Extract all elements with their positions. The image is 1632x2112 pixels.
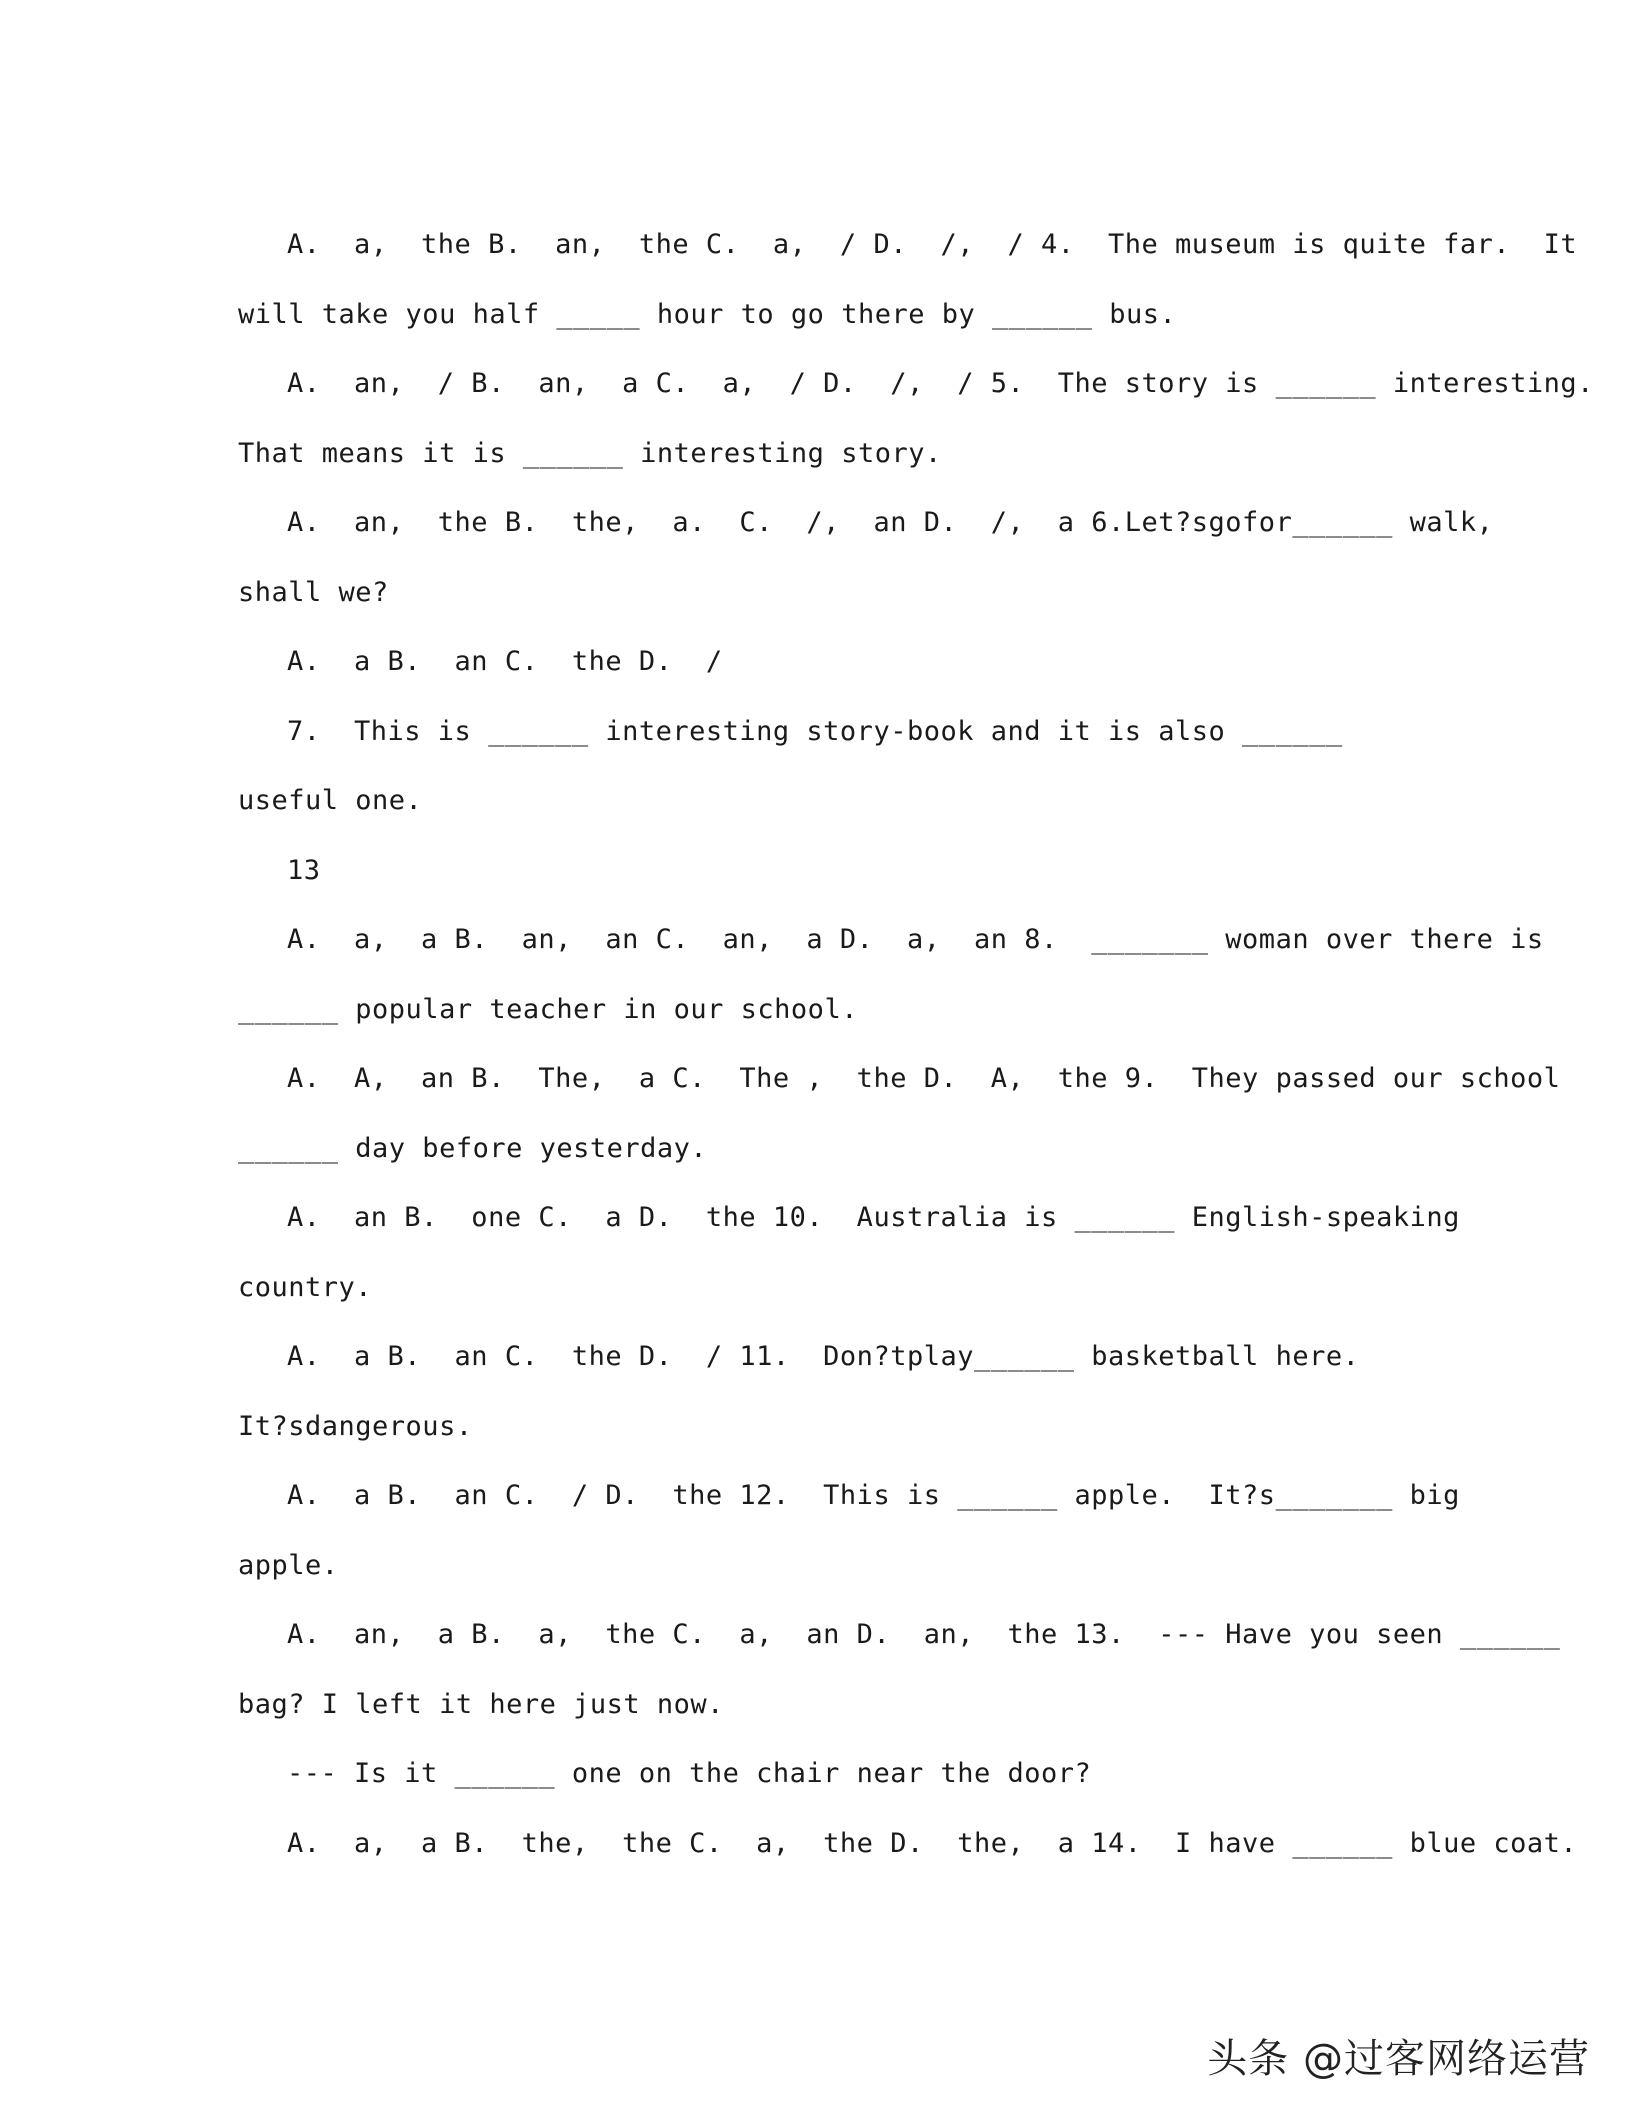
text-line: A. a B. an C. / D. the 12. This is ______ apple. It?s_______ big <box>287 1480 1460 1511</box>
text-line: ______ day before yesterday. <box>238 1132 708 1164</box>
text-line: A. a, a B. an, an C. an, a D. a, an 8. _______ woman over there is <box>287 924 1544 955</box>
page-number: 13 <box>287 854 321 886</box>
text-line: useful one. <box>238 785 423 816</box>
text-line: A. an, a B. a, the C. a, an D. an, the 13. --- Have you seen ______ <box>287 1619 1561 1650</box>
watermark: 头条 @过客网络运营 <box>1207 2036 1590 2082</box>
text-line: A. an, / B. an, a C. a, / D. /, / 5. The story is ______ interesting. <box>287 368 1594 399</box>
text-line: 7. This is ______ interesting story-book and it is also ______ <box>287 715 1343 747</box>
text-line: shall we? <box>238 576 389 608</box>
text-line: That means it is ______ interesting story. <box>238 437 942 469</box>
text-line: A. A, an B. The, a C. The , the D. A, the 9. They passed our school <box>287 1063 1561 1094</box>
text-line: It?sdangerous. <box>238 1410 473 1442</box>
text-line: A. a B. an C. the D. / 11. Don?tplay______ basketball here. <box>287 1341 1360 1372</box>
text-line: bag? I left it here just now. <box>238 1688 724 1720</box>
text-line: A. an, the B. the, a. C. /, an D. /, a 6.Let?sgofor______ walk, <box>287 507 1494 538</box>
text-line: apple. <box>238 1549 339 1581</box>
exercise-text <box>238 210 1594 1878</box>
text-line: A. a, a B. the, the C. a, the D. the, a 14. I have ______ blue coat. <box>287 1827 1578 1859</box>
text-line: country. <box>238 1271 373 1303</box>
text-line: --- Is it ______ one on the chair near the door? <box>287 1758 1092 1789</box>
text-line: A. an B. one C. a D. the 10. Australia is ______ English-speaking <box>287 1202 1460 1233</box>
text-line: will take you half _____ hour to go there by ______ bus. <box>238 298 1177 330</box>
text-line: ______ popular teacher in our school. <box>238 993 858 1025</box>
text-line: A. a B. an C. the D. / <box>287 646 723 677</box>
text-line: A. a, the B. an, the C. a, / D. /, / 4. The museum is quite far. It <box>287 229 1578 260</box>
